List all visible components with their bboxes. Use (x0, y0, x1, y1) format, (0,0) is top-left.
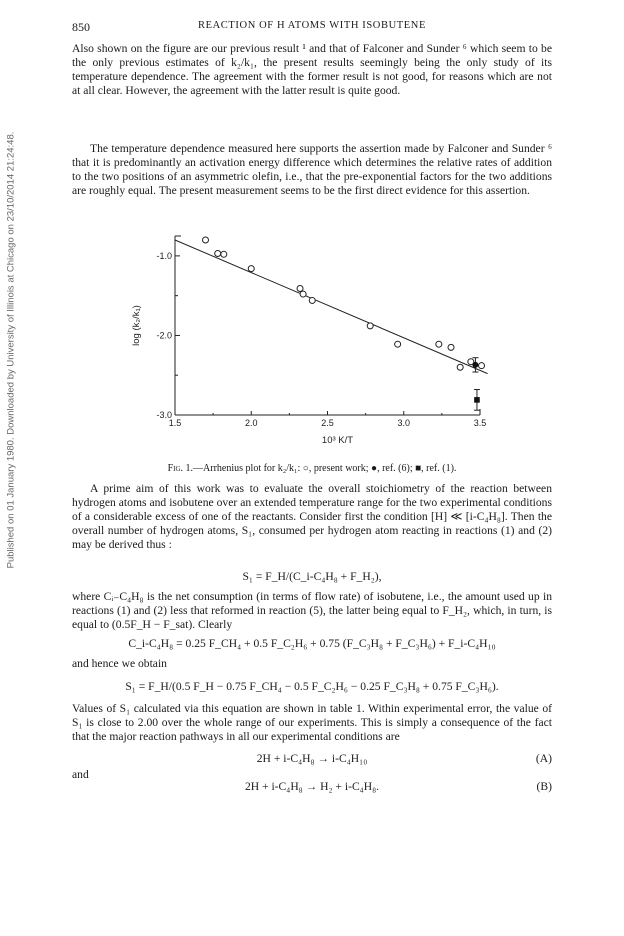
x-tick-label: 2.0 (244, 418, 258, 428)
fit-line (175, 240, 488, 374)
x-tick-label: 2.5 (321, 418, 334, 428)
plot-axes (175, 236, 480, 415)
data-point-ref-6 (472, 362, 478, 368)
data-point-present-work (215, 251, 221, 257)
y-tick-label: -1.0 (156, 250, 172, 261)
paragraph-4: where Cᵢ₋C₄H₈ is the net consumption (in terms of flow rate) of isobutene, i.e., the amount used up in reactions (1) and (2) less that reformed in reaction (5), the latter being equal to F_H₂, which, in turn, is equal to (0.5F_H − F_sat). Clearly (72, 590, 552, 631)
data-point-present-work (448, 344, 454, 350)
data-markers (203, 237, 485, 403)
figure-caption (72, 463, 552, 474)
x-tick-label: 3.0 (397, 418, 411, 428)
data-point-present-work (309, 297, 315, 303)
data-point-present-work (297, 286, 303, 292)
y-tick-label: -2.0 (156, 330, 172, 341)
tick-labels (131, 251, 486, 446)
data-point-present-work (221, 251, 227, 257)
data-point-present-work (436, 341, 442, 347)
equation-b-text: 2H + i-C₄H₈ → H₂ + i-C₄H₈. (244, 780, 380, 793)
x-tick-label: 3.5 (473, 418, 487, 428)
data-point-present-work (203, 237, 209, 243)
data-point-present-work (479, 363, 485, 369)
data-point-present-work (248, 266, 254, 272)
paragraph-5: and hence we obtain (72, 657, 167, 670)
y-tick-label: -3.0 (156, 410, 172, 420)
x-tick-label: 1.5 (168, 418, 182, 428)
data-point-present-work (367, 323, 373, 329)
y-axis-label: log (k₂/k₁) (131, 305, 142, 346)
watermark-text: Published on 01 January 1980. Downloaded by University of Illinois at Chicago on 23/10/2014 21:24:48. (5, 131, 17, 569)
data-point-ref-1 (474, 397, 480, 403)
paragraph-1: Also shown on the figure are our previous result ¹ and that of Falconer and Sunder ⁶ which seem to be the only previous estimates of k₂/k₁, the present results seemingly being the only study of its temperature dependence. The agreement with the former result is not good, for reasons which are not at all clear. However, the agreement with the latter result is quite good. (72, 42, 552, 97)
download-watermark (2, 90, 20, 610)
data-point-present-work (300, 291, 306, 297)
equation-consumption-text: C_i-C₄H₈ = 0.25 F_CH₄ + 0.5 F_C₂H₆ + 0.75 (F_C₃H₈ + F_C₃H₆) + F_i-C₄H₁₀ (128, 637, 496, 650)
fit-line-segment (175, 240, 488, 374)
x-axis-label: 10³ K/T (321, 435, 354, 446)
data-point-present-work (457, 364, 463, 370)
paragraph-2: The temperature dependence measured here supports the assertion made by Falconer and Sunder ⁶ that it is predominantly an activation energy difference which determines the relative rates of addition to the two positions of an asymmetric olefin, i.e., that the pre-exponential factors for the two additions are roughly equal. The present measurement seems to be the first direct evidence for this assertion. (72, 142, 552, 197)
equation-s1-final-text: S₁ = F_H/(0.5 F_H − 0.75 F_CH₄ − 0.5 F_C₂H₆ − 0.25 F_C₃H₈ + 0.75 F_C₃H₆). (125, 680, 499, 693)
figure-caption-text: —Arrhenius plot for k₂/k₁: ○, present work; ●, ref. (6); ■, ref. (1). (193, 463, 457, 474)
equation-s1-text: S₁ = F_H/(C_i-C₄H₈ + F_H₂), (242, 570, 382, 583)
paragraph-3: A prime aim of this work was to evaluate the overall stoichiometry of the reaction between hydrogen atoms and isobutene over an extended temperature range for the two experimental conditions of a considerable excess of one of the reactants. Consider first the condition [H] ≪ [i-C₄H₈]. Then the overall number of hydrogen atoms, S₁, consumed per hydrogen atom reacting in reactions (1) and (2) may be derived thus : (72, 482, 552, 551)
running-title: REACTION OF H ATOMS WITH ISOBUTENE (198, 20, 426, 31)
paragraph-6: Values of S₁ calculated via this equation are shown in table 1. Within experimental error, the value of S₁ is close to 2.00 over the whole range of our experiments. This is simply a consequence of the fact that the major reaction pathways in all our experimental conditions are (72, 702, 552, 743)
data-point-present-work (395, 341, 401, 347)
equation-a-label: (A) (535, 752, 552, 765)
page-header (72, 20, 552, 36)
figure-label: Fig. 1. (167, 463, 194, 474)
paragraph-7: and (72, 768, 89, 781)
equation-b-label: (B) (536, 780, 552, 793)
arrhenius-plot (118, 228, 518, 458)
page-number: 850 (72, 20, 90, 34)
equation-a-text: 2H + i-C₄H₈ → i-C₄H₁₀ (256, 752, 368, 765)
